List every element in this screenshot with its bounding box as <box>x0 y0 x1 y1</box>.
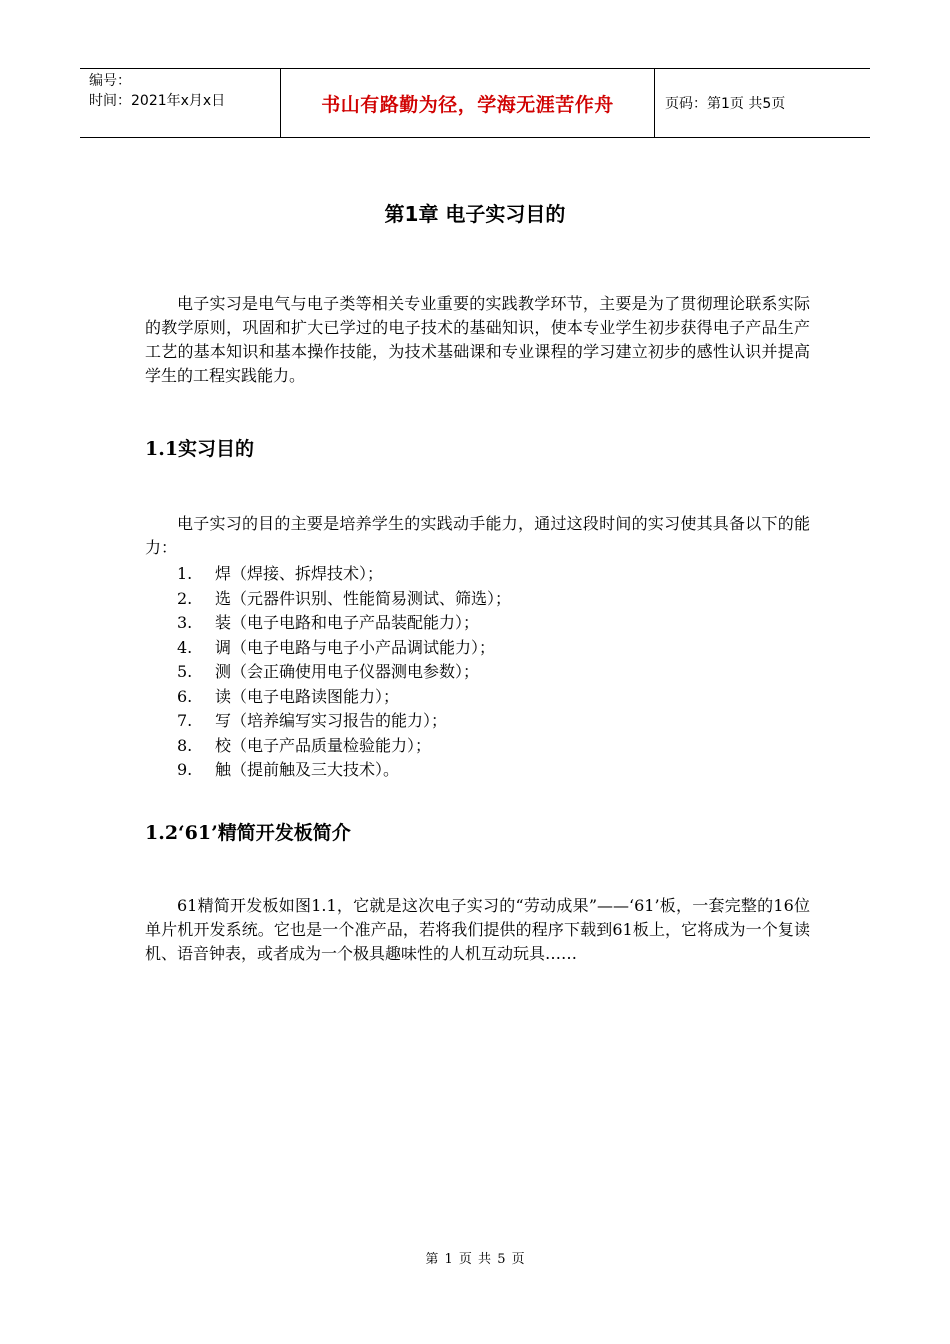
document-header <box>80 68 870 138</box>
list-item <box>177 611 511 636</box>
section1-paragraph: 电子实习的目的主要是培养学生的实践动手能力，通过这段时间的实习使其具备以下的能力： <box>145 514 810 557</box>
header-motto: 书山有路勤为径，学海无涯苦作舟 <box>281 69 655 137</box>
section2-paragraph: 61精简开发板如图1.1，它就是这次电子实习的“劳动成果”——‘61’板，一套完整的16位单片机开发系统。它也是一个准产品，若将我们提供的程序下载到61板上，它将成为一个复读机、语音钟表，或者成为一个极具趣味性的人机互动玩具…… <box>145 896 810 963</box>
chapter-title: 第1章 电子实习目的 <box>384 202 566 226</box>
list-item-text: 校（电子产品质量检验能力）； <box>215 735 432 755</box>
list-item <box>177 709 511 734</box>
list-item-number: 5. <box>177 662 193 681</box>
list-item-number: 8. <box>177 735 193 755</box>
ability-list <box>177 562 511 783</box>
list-item-text: 写（培养编写实习报告的能力）； <box>215 711 448 730</box>
list-item-text: 焊（焊接、拆焊技术）； <box>215 564 384 583</box>
list-item <box>177 685 511 710</box>
list-item-number: 6. <box>177 686 193 706</box>
list-item <box>177 660 511 685</box>
list-item-text: 触（提前触及三大技术）。 <box>215 760 400 779</box>
list-item-number: 2. <box>177 588 193 608</box>
list-item-text: 读（电子电路读图能力）； <box>215 686 400 706</box>
list-item <box>177 587 511 612</box>
list-item-text: 选（元器件识别、性能简易测试、筛选）； <box>215 588 512 608</box>
header-meta <box>80 69 281 137</box>
list-item-number: 1. <box>177 564 193 583</box>
list-item-number: 7. <box>177 711 193 730</box>
list-item <box>177 734 511 759</box>
list-item-text: 装（电子电路和电子产品装配能力）； <box>215 613 480 632</box>
list-item-text: 调（电子电路与电子小产品调试能力）； <box>215 637 496 657</box>
list-item-text: 测（会正确使用电子仪器测电参数）； <box>215 662 480 681</box>
list-item <box>177 562 511 587</box>
section-title-1-1: 1.1实习目的 <box>145 438 255 460</box>
intro-paragraph: 电子实习是电气与电子类等相关专业重要的实践教学环节，主要是为了贯彻理论联系实际的教学原则，巩固和扩大已学过的电子技术的基础知识，使本专业学生初步获得电子产品生产工艺的基本知识和基本操作技能，为技术基础课和专业课程的学习建立初步的感性认识并提高学生的工程实践能力。 <box>145 294 810 385</box>
list-item-number: 3. <box>177 613 193 632</box>
time-label: 时间：2021年x月x日 <box>89 93 226 109</box>
list-item <box>177 758 511 783</box>
number-label: 编号： <box>89 73 131 89</box>
section-title-1-2: 1.2‘61’精简开发板简介 <box>145 822 351 844</box>
list-item-number: 9. <box>177 760 193 779</box>
header-page-info: 页码：第1页 共5页 <box>665 96 786 112</box>
list-item-number: 4. <box>177 637 193 657</box>
list-item <box>177 636 511 661</box>
page-footer: 第 1 页 共 5 页 <box>425 1252 525 1267</box>
